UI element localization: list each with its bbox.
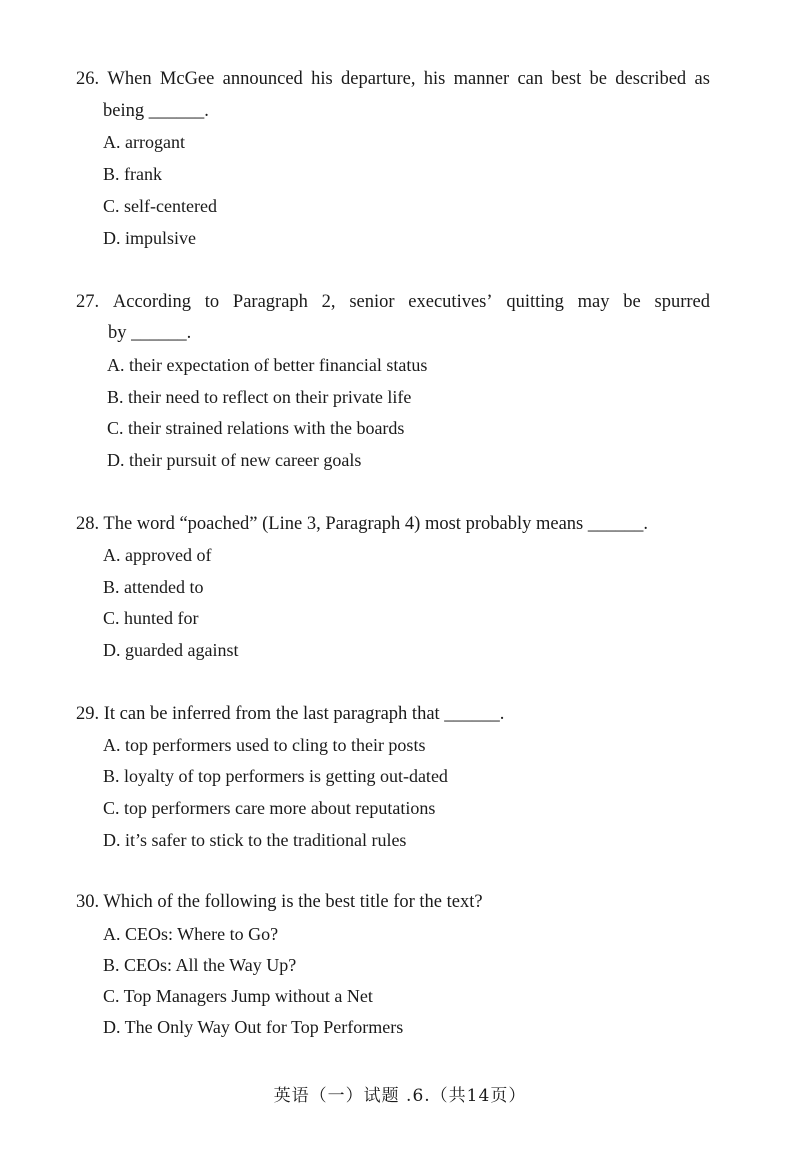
stem-word: be — [589, 69, 607, 89]
question-stem: 28. The word “poached” (Line 3, Paragraph 4) most probably means ______. — [76, 514, 648, 534]
stem-word: 2, — [321, 292, 336, 312]
stem-word: Paragraph — [232, 292, 308, 312]
stem-word: When — [107, 69, 152, 89]
question-stem — [76, 290, 710, 314]
option-b: B. CEOs: All the Way Up? — [103, 955, 297, 975]
stem-word: quitting — [506, 292, 564, 312]
question-stem — [76, 67, 710, 91]
option-b: B. attended to — [103, 577, 204, 597]
option-c: C. Top Managers Jump without a Net — [103, 986, 373, 1006]
option-d: D. guarded against — [103, 640, 239, 660]
option-a: A. approved of — [103, 545, 212, 565]
stem-word: to — [204, 292, 220, 312]
stem-word: can — [517, 69, 544, 89]
option-b: B. loyalty of top performers is getting out-dated — [103, 766, 448, 786]
stem-word: best — [551, 69, 582, 89]
stem-word: as — [694, 69, 710, 89]
option-a: A. their expectation of better financial status — [107, 355, 428, 375]
stem-word: According — [112, 292, 191, 312]
stem-word: senior — [349, 292, 395, 312]
option-d: D. their pursuit of new career goals — [107, 450, 362, 470]
stem-word: 27. — [76, 292, 100, 312]
option-c: C. hunted for — [103, 608, 199, 628]
stem-word: departure, — [340, 69, 416, 89]
stem-word: spurred — [654, 292, 710, 312]
option-d: D. impulsive — [103, 228, 196, 248]
question-stem: 30. Which of the following is the best title for the text? — [76, 892, 483, 912]
page-footer: 英语（一）试题 .6.（共14页） — [273, 1086, 527, 1106]
stem-word: executives’ — [408, 292, 493, 312]
option-b: B. frank — [103, 164, 162, 184]
option-a: A. arrogant — [103, 132, 185, 152]
stem-word: announced — [222, 69, 303, 89]
question-stem-continuation: being ______. — [103, 101, 209, 121]
stem-word: his — [423, 69, 446, 89]
stem-word: 26. — [76, 69, 100, 89]
option-c: C. self-centered — [103, 196, 217, 216]
option-b: B. their need to reflect on their private life — [107, 387, 412, 407]
option-c: C. their strained relations with the boards — [107, 418, 405, 438]
option-a: A. CEOs: Where to Go? — [103, 924, 279, 944]
stem-word: be — [623, 292, 641, 312]
option-d: D. it’s safer to stick to the traditional rules — [103, 830, 407, 850]
stem-word: McGee — [159, 69, 215, 89]
question-stem: 29. It can be inferred from the last paragraph that ______. — [76, 704, 505, 724]
stem-word: manner — [453, 69, 510, 89]
stem-word: described — [615, 69, 687, 89]
option-c: C. top performers care more about reputations — [103, 798, 436, 818]
option-d: D. The Only Way Out for Top Performers — [103, 1017, 404, 1037]
stem-word: his — [311, 69, 333, 89]
stem-word: may — [577, 292, 610, 312]
option-a: A. top performers used to cling to their posts — [103, 735, 426, 755]
question-stem-continuation: by ______. — [108, 323, 192, 343]
